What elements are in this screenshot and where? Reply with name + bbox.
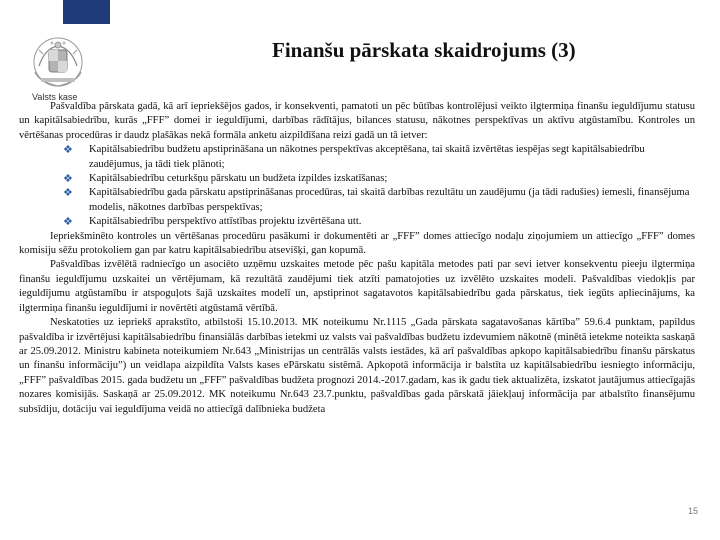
documentation-paragraph: Iepriekšminēto kontroles un vērtēšanas procedūru pasākumi ir dokumentēti ar „FFF” domes attiecīgo nodaļu ziņojumiem un attiecīgo „FFF” domes komisiju sēžu protokoliem gan par katru kapitālsabiedrību atsevišķi, gan kopumā. <box>19 230 695 257</box>
list-item-text: Kapitālsabiedrību budžetu apstiprināšana un nākotnes perspektīvas akceptēšana, tai skaitā izvērtētas iespējas segt kapitālsabiedrību zaudējumus, ja tādi tiek plānoti; <box>89 144 645 170</box>
list-item <box>19 143 695 172</box>
accounting-method-paragraph: Pašvaldības izvēlētā radniecīgo un asociēto uzņēmu uzskaites metode pēc pašu kapitāla metodes pati par sevi ietver konsekventu pieeju ilgtermiņa finanšu ieguldījumu uzskaitei un vērtējumam, kā rezultātā zaudējumi tiek atzīti pamatojoties uz izvēlēto uzskaites modeli. Pašvaldības viedokļis par ieguldījumu atgūstamību ir atspoguļots šajā uzskaites modelī un, apstiprinot sagatavotos kapitālsabiedrību gada pārskatus, tiek iegūts apliecinājums, ka ilgtermiņa finanšu ieguldījumi ir novērtēti atgūstamā vērtībā. <box>19 259 695 314</box>
page-title: Finanšu pārskata skaidrojums (3) <box>272 38 576 62</box>
diamond-bullet-icon: ❖ <box>63 216 73 229</box>
list-item <box>19 172 695 186</box>
document-body <box>19 100 695 417</box>
diamond-bullet-icon: ❖ <box>63 144 73 157</box>
list-item <box>19 186 695 215</box>
intro-paragraph: Pašvaldība pārskata gadā, kā arī iepriekšējos gados, ir konsekventi, pamatoti un pēc būtības kontrolējusi veikto ilgtermiņa finanšu ieguldījumu statusu un kapitālsabiedrību, kurās „FFF” domei ir ieguldījumi, darbības rādītājus, bilances statusu, nākotnes perspektīvas un aktīvu atgūstamību. Kontroles un vērtēšanas procedūras ir daudz plašākas nekā formāla anketu aizpildīšana reizi gadā un tā ietver: <box>19 101 695 141</box>
list-item-text: Kapitālsabiedrību ceturkšņu pārskatu un budžeta izpildes izskatīšanas; <box>89 173 388 185</box>
procedure-list <box>19 143 695 229</box>
logo-caption: Valsts kase <box>32 92 78 102</box>
diamond-bullet-icon: ❖ <box>63 173 73 186</box>
diamond-bullet-icon: ❖ <box>63 187 73 200</box>
brand-bar <box>63 0 110 24</box>
coat-of-arms-logo <box>27 32 89 94</box>
list-item-text: Kapitālsabiedrību perspektīvo attīstības projektu izvērtēšana utt. <box>89 216 362 228</box>
list-item-text: Kapitālsabiedrību gada pārskatu apstiprināšanas procedūras, tai skaitā darbības rezultātu un zaudējumu (ja tādi radušies) iemesli, finansējuma modelis, nākotnes darbības perspektīvas; <box>89 187 690 213</box>
regulation-paragraph: Neskatoties uz iepriekš aprakstīto, atbilstoši 15.10.2013. MK noteikumu Nr.1115 „Gada pārskata sagatavošanas kārtība” 59.6.4 punktam, papildus pašvaldība ir izvērtējusi kapitālsabiedrību finansiālās darbības ietekmi uz valsts vai pašvaldības budžetu izdevumiem nākotnē (minētā ietekme noteikta saskaņā ar 25.09.2012. Ministru kabineta noteikumiem Nr.643 „Ministrijas un centrālās valsts iestādes, kā arī pašvaldības apkopo kapitālsabiedrību finanšu pārskatus un finanšu informāciju”) un veidlapa aizpildīta Valsts kases ePārskatu sistēmā. Apkopotā informācija ir balstīta uz kapitālsabiedrību iesniegto informāciju, „FFF” pašvaldības 2015. gada budžetu un „FFF” pašvaldības budžeta prognozi 2014.-2017.gadam, kas ik gadu tiek aktualizēta, izskatot jautājumus attiecīgajās nozares komisijās. Saskaņā ar 25.09.2012. MK noteikumu Nr.643 23.7.punktu, pašvaldības gada pārskatā jāiekļauj informācija par atbalstīto finansējumu subsīdiju, dotāciju vai ieguldījuma veidā no attiecīgā dalībnieka budžeta <box>19 317 695 415</box>
list-item <box>19 215 695 229</box>
page-number: 15 <box>688 506 699 516</box>
